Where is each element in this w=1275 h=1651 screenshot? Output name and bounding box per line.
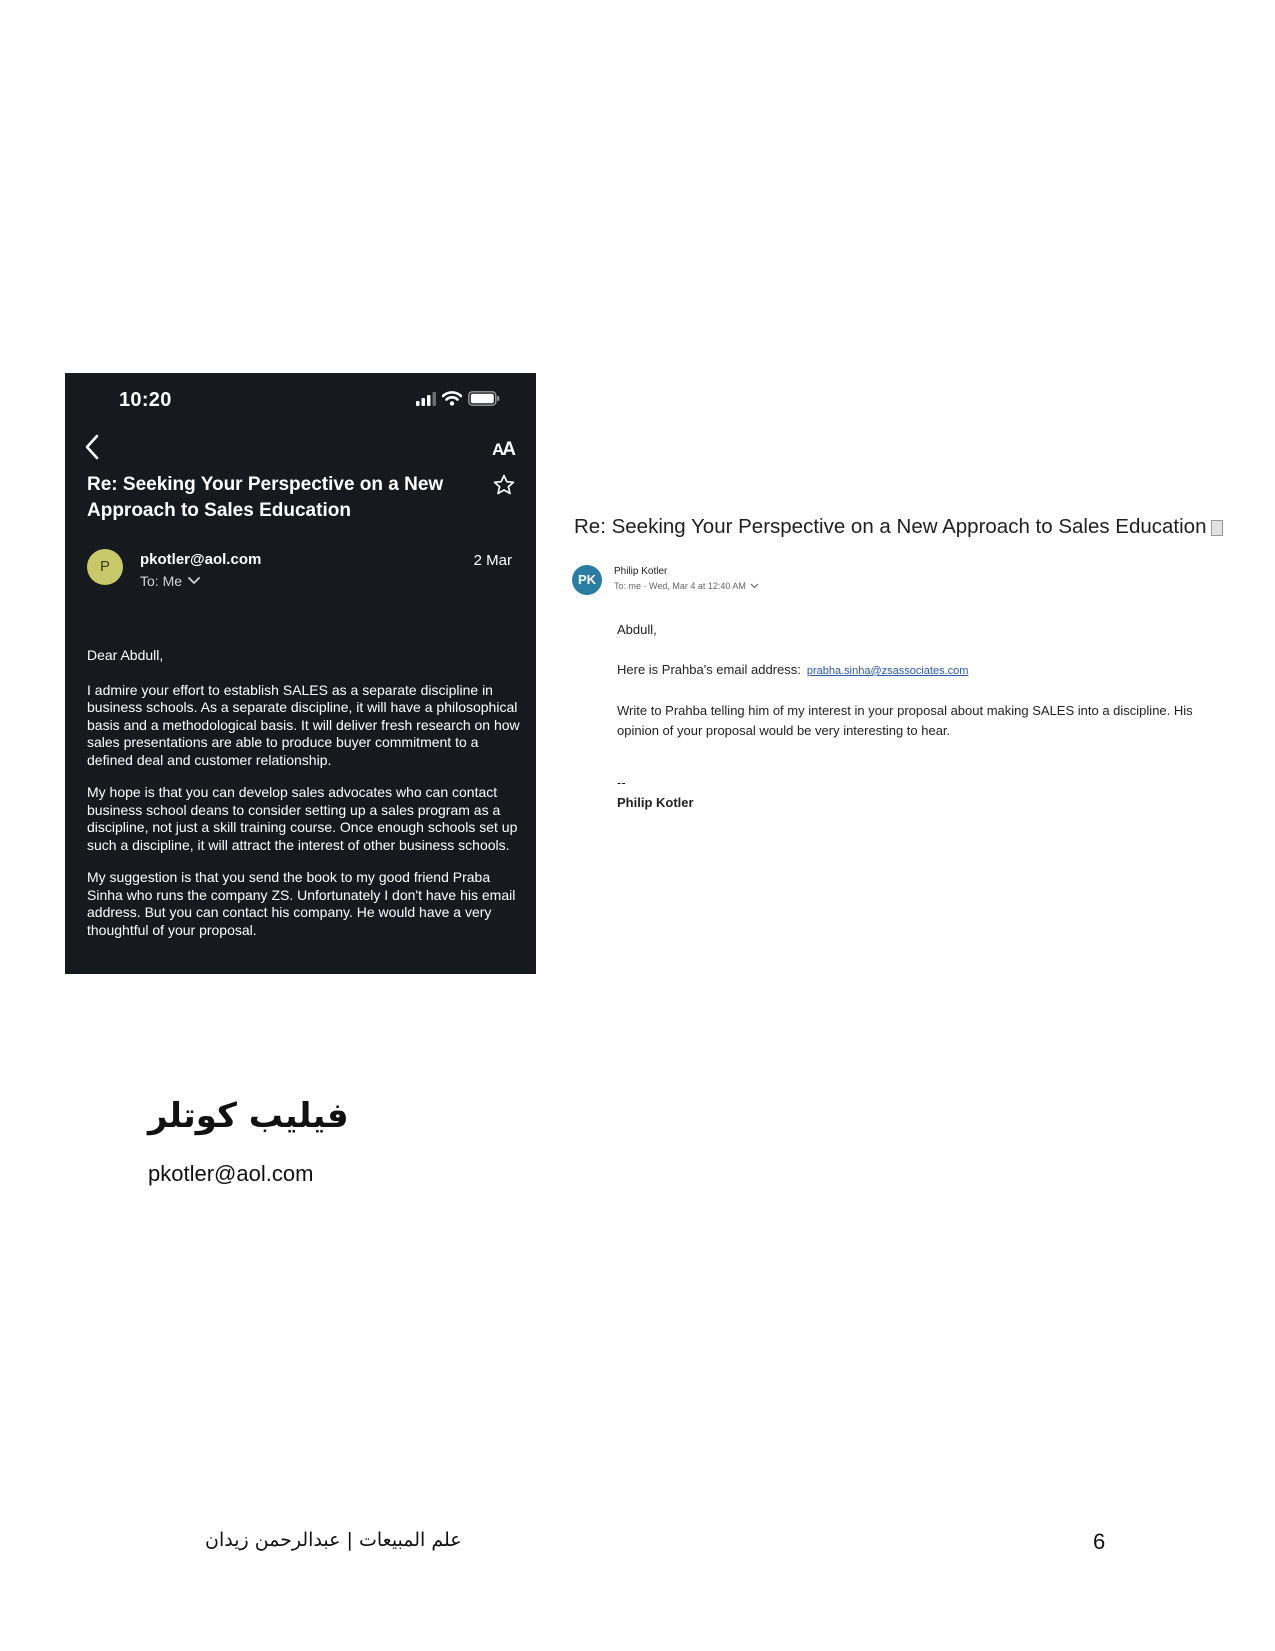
- email-line-prefix: Here is Prahba's email address:: [617, 662, 801, 677]
- footer-title: علم المبيعات | عبدالرحمن زيدان: [205, 1529, 462, 1551]
- email-greeting: Abdull,: [617, 622, 657, 637]
- back-icon[interactable]: [83, 433, 103, 461]
- phone-email-body: [87, 647, 522, 954]
- arabic-name-heading: فيليب كوتلر: [148, 1096, 349, 1136]
- desktop-email-body: [617, 620, 1227, 813]
- sender-address: pkotler@aol.com: [140, 551, 262, 568]
- signature-separator: --: [617, 775, 626, 790]
- avatar: P: [87, 549, 123, 585]
- email-paragraph: I admire your effort to establish SALES as a separate discipline in business schools. As a separate discipline, it will have a philosophical basis and a methodological basis. It will deliver fresh research on how sales presentations are able to produce buyer commitment to a defined deal and customer relationship.: [87, 681, 520, 768]
- email-paragraph: Dear Abdull,: [87, 647, 164, 663]
- signature-name: Philip Kotler: [617, 795, 694, 810]
- chevron-down-icon: [188, 577, 200, 585]
- label-icon[interactable]: [1211, 520, 1223, 536]
- recipient-label: To: Me: [140, 573, 183, 589]
- recipient-details[interactable]: [614, 581, 759, 591]
- wifi-icon: [442, 391, 462, 406]
- sender-name: Philip Kotler: [614, 566, 668, 577]
- status-icons: [416, 391, 500, 406]
- battery-icon: [468, 391, 500, 406]
- desktop-subject-text: Re: Seeking Your Perspective on a New Approach to Sales Education: [574, 515, 1207, 538]
- recipient-toggle[interactable]: [140, 573, 200, 589]
- avatar: PK: [572, 565, 602, 595]
- text-size-icon[interactable]: AA: [491, 439, 514, 460]
- chevron-down-icon: [750, 583, 759, 589]
- phone-email-screenshot: [65, 373, 536, 974]
- email-link[interactable]: prabha.sinha@zsassociates.com: [806, 665, 969, 677]
- email-paragraph: My suggestion is that you send the book to my good friend Praba Sinha who runs the company ZS. Unfortunately I don't have his email address. But you can contact his company. He would have a very thoughtful of your proposal.: [87, 869, 516, 938]
- email-address-line: [617, 660, 1227, 681]
- email-date: 2 Mar: [473, 552, 512, 569]
- status-time: 10:20: [119, 389, 172, 411]
- signal-icon: [416, 392, 436, 406]
- contact-email: pkotler@aol.com: [148, 1161, 314, 1186]
- star-icon[interactable]: [492, 473, 516, 497]
- email-paragraph: Write to Prahba telling him of my interest in your proposal about making SALES into a discipline. His opinion of your proposal would be very interesting to hear.: [617, 703, 1193, 738]
- desktop-email-subject: [574, 515, 1236, 539]
- email-paragraph: My hope is that you can develop sales advocates who can contact business school deans to consider setting up a sales program as a discipline, not just a skill training course. Once enough schools set up such a discipline, it will attract the interest of other business schools.: [87, 784, 518, 853]
- recipient-meta: To: me · Wed, Mar 4 at 12:40 AM: [614, 581, 746, 591]
- phone-email-subject: Re: Seeking Your Perspective on a New Approach to Sales Education: [87, 474, 444, 521]
- page-number: 6: [1093, 1529, 1106, 1554]
